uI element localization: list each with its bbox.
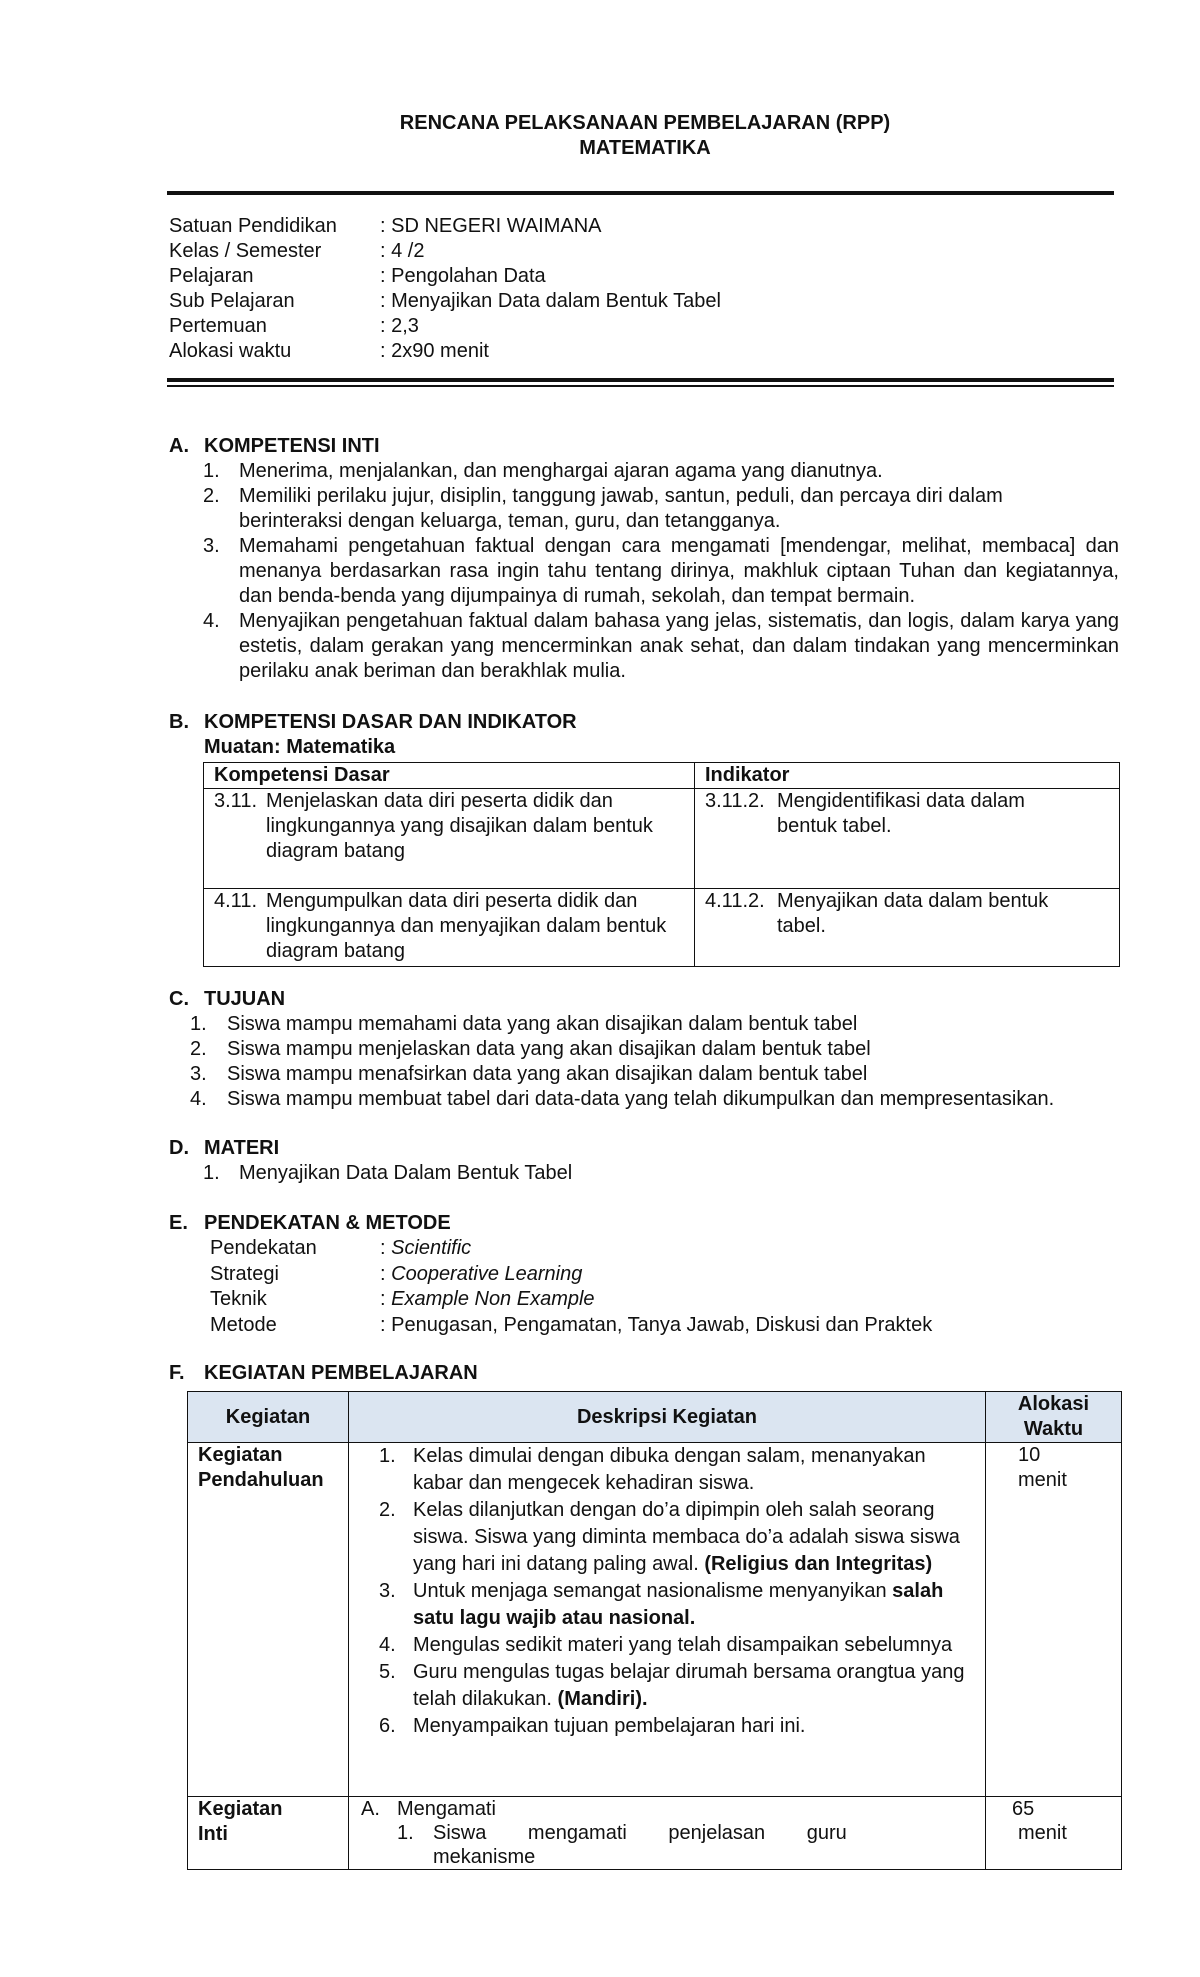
section-e-heading: E. PENDEKATAN & METODE (169, 1212, 451, 1234)
materi-list (203, 1161, 1123, 1186)
document-title: RENCANA PELAKSANAAN PEMBELAJARAN (RPP) (399, 112, 891, 134)
table-row (188, 1443, 1122, 1797)
activity-name-cell: Kegiatan Inti (188, 1797, 349, 1870)
section-a-heading: A. KOMPETENSI INTI (169, 435, 380, 457)
identity-row: Satuan Pendidikan : SD NEGERI WAIMANA (169, 215, 602, 237)
divider-thin (167, 385, 1114, 387)
list-item: 3. Untuk menjaga semangat nasionalisme menyanyikan salah satu lagu wajib atau nasional. (379, 1580, 944, 1629)
list-item: 1. Kelas dimulai dengan dibuka dengan salam, menanyakan kabar dan mengecek kehadiran siswa. (379, 1445, 926, 1494)
section-f-heading: F. KEGIATAN PEMBELAJARAN (169, 1362, 478, 1384)
list-item: 1. Menyajikan Data Dalam Bentuk Tabel (203, 1162, 573, 1184)
column-header: Kompetensi Dasar (204, 763, 695, 789)
table-row (204, 789, 1120, 889)
identity-row: Kelas / Semester : 4 /2 (169, 240, 425, 262)
kegiatan-table (187, 1391, 1122, 1870)
table-header-row (204, 763, 1120, 789)
column-header: Indikator (695, 763, 1120, 789)
kompetensi-inti-list (203, 459, 1119, 684)
table-header-row (188, 1392, 1122, 1443)
identity-row: Pertemuan : 2,3 (169, 315, 419, 337)
table-cell: 4.11.2. Menyajikan data dalam bentuk tabel. (695, 889, 1120, 967)
table-cell: 3.11.2. Mengidentifikasi data dalam bentuk tabel. (695, 789, 1120, 889)
section-c-heading: C. TUJUAN (169, 988, 286, 1010)
list-item: 4. Siswa mampu membuat tabel dari data-data yang telah dikumpulkan dan mempresentasikan. (190, 1088, 1055, 1110)
kompetensi-dasar-table (203, 762, 1120, 967)
column-header: Kegiatan (188, 1392, 349, 1443)
kv-row: Pendekatan : Scientific (210, 1237, 472, 1259)
tujuan-list (190, 1012, 1140, 1112)
kv-row: Teknik : Example Non Example (210, 1288, 595, 1310)
top-divider (167, 191, 1114, 195)
muatan-label: Muatan: Matematika (204, 736, 396, 758)
column-header: Deskripsi Kegiatan (349, 1392, 986, 1443)
list-item: 4. Menyajikan pengetahuan faktual dalam bahasa yang jelas, sistematis, dan logis, dalam karya yang estetis, dalam gerakan yang mencerminkan anak sehat, dan dalam tindakan yang mencerminkan perilaku anak beriman dan berakhlak mulia. (203, 610, 1119, 682)
list-item: 2. Kelas dilanjutkan dengan do’a dipimpin oleh salah seorang siswa. Siswa yang diminta membaca do’a adalah siswa siswa yang hari ini datang paling awal. (Religius dan Integritas) (379, 1499, 960, 1575)
activity-name-cell: Kegiatan Pendahuluan (188, 1443, 349, 1797)
kv-row: Metode : Penugasan, Pengamatan, Tanya Jawab, Diskusi dan Praktek (210, 1313, 933, 1336)
time-allocation-cell: 65 menit (986, 1797, 1122, 1870)
list-item: 2. Memiliki perilaku jujur, disiplin, tanggung jawab, santun, peduli, dan percaya diri dalam berinteraksi dengan keluarga, teman, guru, dan tetangganya. (203, 485, 1003, 532)
list-item: 3. Memahami pengetahuan faktual dengan cara mengamati [mendengar, melihat, membaca] dan menanya berdasarkan rasa ingin tahu tentang dirinya, makhluk ciptaan Tuhan dan kegiatannya, dan benda-benda yang dijumpainya di rumah, sekolah, dan tempat bermain. (203, 535, 1119, 607)
identity-row: Alokasi waktu : 2x90 menit (169, 340, 489, 362)
list-item: 3. Siswa mampu menafsirkan data yang akan disajikan dalam bentuk tabel (190, 1063, 868, 1085)
column-header: Alokasi Waktu (986, 1392, 1122, 1443)
time-allocation-cell: 10 menit (986, 1443, 1122, 1797)
list-item: 2. Siswa mampu menjelaskan data yang akan disajikan dalam bentuk tabel (190, 1038, 871, 1060)
divider-thick (167, 378, 1114, 382)
identity-row: Sub Pelajaran : Menyajikan Data dalam Bentuk Tabel (169, 290, 721, 312)
document-subtitle: MATEMATIKA (579, 137, 711, 159)
table-row (204, 889, 1120, 967)
list-item: 5. Guru mengulas tugas belajar dirumah bersama orangtua yang telah dilakukan. (Mandiri). (379, 1661, 965, 1710)
kv-row: Strategi : Cooperative Learning (210, 1262, 583, 1285)
activity-description-cell (349, 1443, 986, 1797)
table-cell: 3.11. Menjelaskan data diri peserta didik dan lingkungannya yang disajikan dalam bentuk diagram batang (204, 789, 695, 889)
identity-row: Pelajaran : Pengolahan Data (169, 265, 546, 287)
list-item: 4. Mengulas sedikit materi yang telah disampaikan sebelumnya (379, 1634, 953, 1656)
list-item: 1. Siswa mampu memahami data yang akan disajikan dalam bentuk tabel (190, 1013, 858, 1035)
pendekatan-metode-block (210, 1236, 1110, 1338)
identity-block (169, 214, 1069, 364)
list-item: 1. Menerima, menjalankan, dan menghargai ajaran agama yang dianutnya. (203, 460, 883, 482)
activity-description-cell: A. Mengamati 1. Siswa mengamati penjelasan guru mekanisme (349, 1797, 986, 1870)
list-item: 6. Menyampaikan tujuan pembelajaran hari ini. (379, 1715, 806, 1737)
section-b-heading: B. KOMPETENSI DASAR DAN INDIKATOR (169, 711, 577, 733)
table-cell: 4.11. Mengumpulkan data diri peserta didik dan lingkungannya dan menyajikan dalam bentuk diagram batang (204, 889, 695, 967)
section-d-heading: D. MATERI (169, 1137, 280, 1159)
table-row (188, 1797, 1122, 1870)
